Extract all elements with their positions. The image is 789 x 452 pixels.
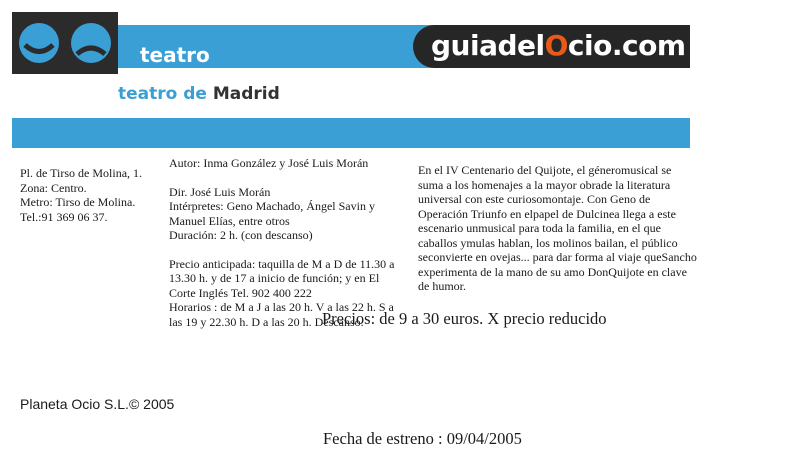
description-text: En el IV Centenario del Quijote, el géneromusical se suma a los homenajes a la mayor obrade la literatura universal con este curiosomontaje. Con Geno de Operación Triunfo en elpapel de Dulcinea llega a este escenario unmusical para toda la familia, en el que caballos ymulas hablan, los molinos bailan, el público seconvierte en ovejas... para dar forma al viaje queSancho experimenta de la mano de su amo DonQuijote en clave de humor. — [418, 163, 697, 293]
theatre-masks-logo — [12, 12, 118, 74]
address-metro: Metro: Tirso de Molina. — [20, 195, 136, 209]
ticket-line: 13.30 h. y de 17 a inicio de función; y en El — [169, 271, 380, 285]
show-cast: Intérpretes: Geno Machado, Ángel Savin y — [169, 199, 375, 213]
subtitle-city: Madrid — [212, 84, 280, 104]
prices-line: Precios: de 9 a 30 euros. X precio reducido — [322, 309, 607, 328]
show-info — [169, 156, 405, 329]
logo-part-1: guiadel — [431, 29, 545, 62]
logo-part-2: cio.com — [567, 29, 686, 62]
show-cast-cont: Manuel Elías, entre otros — [169, 213, 290, 228]
address-zone: Zona: Centro. — [20, 180, 87, 195]
show-duration: Duración: 2 h. (con descanso) — [169, 228, 313, 242]
spacer — [169, 243, 405, 257]
logo-accent: O — [544, 29, 568, 62]
logo-text — [431, 29, 686, 63]
guiadelocio-logo[interactable] — [413, 25, 690, 68]
address-phone: Tel.:91 369 06 37. — [20, 209, 108, 224]
show-director: Dir. José Luis Morán — [169, 184, 271, 199]
schedule-line: Horarios : de M a J a las 20 h. V a las 22 h. S a — [169, 300, 394, 314]
subtitle-prefix: teatro de — [118, 84, 207, 104]
copyright: Planeta Ocio S.L.© 2005 — [20, 396, 175, 412]
show-author: Autor: Inma González y José Luis Morán — [169, 156, 369, 170]
divider-band — [12, 118, 690, 148]
premiere-date: Fecha de estreno : 09/04/2005 — [323, 429, 522, 448]
venue-address — [20, 166, 142, 224]
ticket-line: Precio anticipada: taquilla de M a D de 11.30 a — [169, 256, 395, 271]
section-label: teatro — [140, 43, 210, 67]
schedule-line: las 19 y 22.30 h. D a las 20 h. Descanso. — [169, 314, 364, 329]
page-subtitle — [118, 84, 280, 104]
address-street: Pl. de Tirso de Molina, 1. — [20, 166, 143, 180]
ticket-line: Corte Inglés Tel. 902 400 222 — [169, 285, 312, 300]
spacer — [169, 171, 405, 185]
show-description — [418, 163, 698, 294]
